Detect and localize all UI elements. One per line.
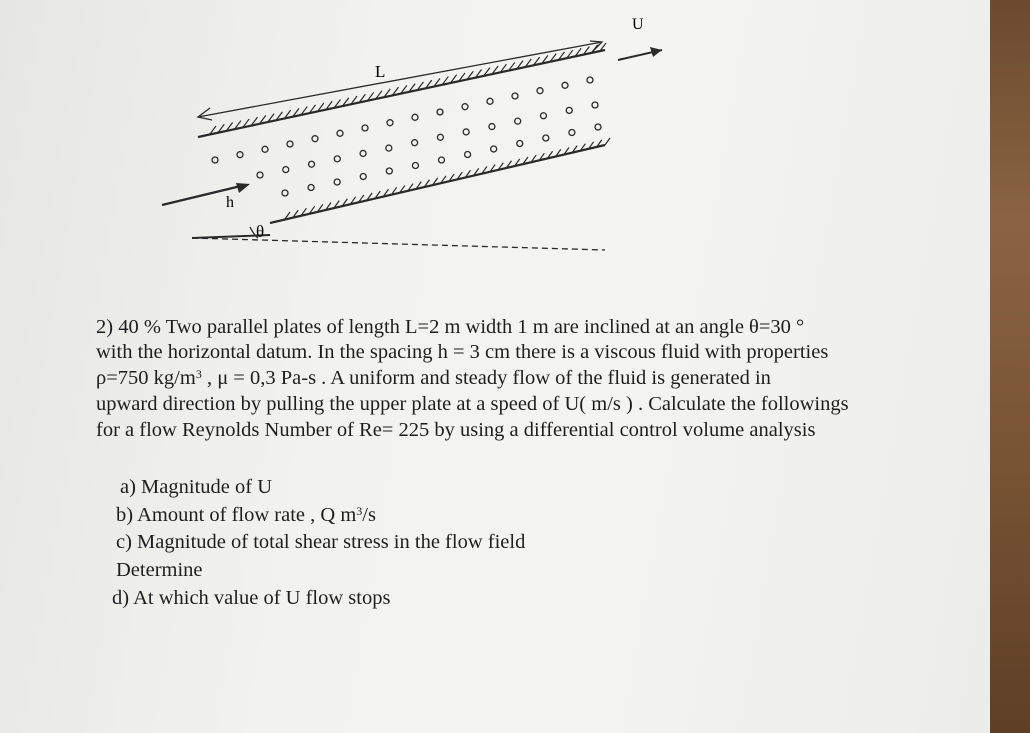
- fluid-particle: [334, 156, 340, 162]
- upper-plate-hatching: [210, 43, 606, 134]
- fluid-particle: [412, 114, 418, 120]
- length-arrow: [198, 42, 602, 117]
- label-theta: θ: [256, 222, 265, 241]
- question-b-exponent: 3: [356, 504, 363, 518]
- fluid-particle: [412, 163, 418, 169]
- fluid-particle: [412, 140, 418, 146]
- problem-line-4: upward direction by pulling the upper plate at a speed of U( m/s ) . Calculate the followings: [96, 393, 849, 415]
- fluid-particle: [212, 157, 218, 163]
- density-text: ρ=750 kg/m: [96, 367, 196, 389]
- fluid-particle: [491, 146, 497, 152]
- inclined-plates-diagram: [150, 5, 670, 260]
- flow-in-arrow-head: [236, 183, 250, 193]
- fluid-particle: [562, 82, 568, 88]
- problem-line-3: [96, 366, 771, 390]
- fluid-particle: [387, 120, 393, 126]
- density-exponent: 3: [195, 367, 202, 381]
- length-arrow-left-head: [198, 108, 212, 120]
- fluid-particle: [386, 168, 392, 174]
- fluid-particle: [487, 98, 493, 104]
- problem-line-1: 2) 40 % Two parallel plates of length L=2 m width 1 m are inclined at an angle θ=30 °: [96, 316, 805, 338]
- fluid-particle: [437, 109, 443, 115]
- fluid-particle: [308, 185, 314, 191]
- fluid-particle: [334, 179, 340, 185]
- fluid-particle: [517, 141, 523, 147]
- fluid-particle: [489, 124, 495, 130]
- fluid-particle: [312, 136, 318, 142]
- label-u: U: [632, 16, 644, 33]
- question-d: d) At which value of U flow stops: [112, 587, 391, 609]
- fluid-particle: [537, 88, 543, 94]
- fluid-particle: [283, 167, 289, 173]
- fluid-particle: [360, 150, 366, 156]
- fluid-particle: [282, 190, 288, 196]
- question-a: a) Magnitude of U: [120, 476, 272, 498]
- question-b: [116, 503, 376, 527]
- fluid-particle: [465, 152, 471, 158]
- fluid-particle: [386, 145, 392, 151]
- velocity-arrow-head: [650, 47, 662, 57]
- horizontal-datum: [192, 238, 605, 250]
- lower-plate: [270, 145, 605, 223]
- fluid-particle: [360, 174, 366, 180]
- lower-plate-hatching: [285, 138, 610, 219]
- label-l: L: [375, 62, 386, 81]
- fluid-particle: [262, 146, 268, 152]
- problem-line-2: with the horizontal datum. In the spacing h = 3 cm there is a viscous fluid with properties: [96, 341, 829, 363]
- problem-line-5: for a flow Reynolds Number of Re= 225 by using a differential control volume analysis: [96, 419, 816, 441]
- fluid-particle: [587, 77, 593, 83]
- fluid-particle: [237, 152, 243, 158]
- label-h: h: [226, 194, 234, 211]
- wooden-table-edge: [990, 0, 1030, 733]
- fluid-particle: [515, 118, 521, 124]
- fluid-particle: [287, 141, 293, 147]
- fluid-particle: [309, 161, 315, 167]
- question-c: c) Magnitude of total shear stress in the flow field: [116, 531, 526, 553]
- fluid-particle: [439, 157, 445, 163]
- question-b-text: b) Amount of flow rate , Q m: [116, 504, 357, 526]
- fluid-particle: [437, 134, 443, 140]
- determine-text: Determine: [116, 559, 203, 581]
- fluid-particle: [257, 172, 263, 178]
- hatch-mark: [605, 138, 610, 145]
- fluid-particle: [463, 129, 469, 135]
- fluid-particle: [337, 130, 343, 136]
- fluid-particle: [362, 125, 368, 131]
- fluid-particles: [212, 77, 601, 196]
- fluid-particle: [543, 135, 549, 141]
- viscosity-text: , μ = 0,3 Pa-s . A uniform and steady flow of the fluid is generated in: [201, 367, 771, 389]
- fluid-particle: [595, 124, 601, 130]
- fluid-particle: [566, 107, 572, 113]
- fluid-particle: [512, 93, 518, 99]
- fluid-particle: [592, 102, 598, 108]
- fluid-particle: [540, 113, 546, 119]
- question-b-unit: /s: [362, 504, 376, 526]
- fluid-particle: [569, 130, 575, 136]
- fluid-particle: [462, 104, 468, 110]
